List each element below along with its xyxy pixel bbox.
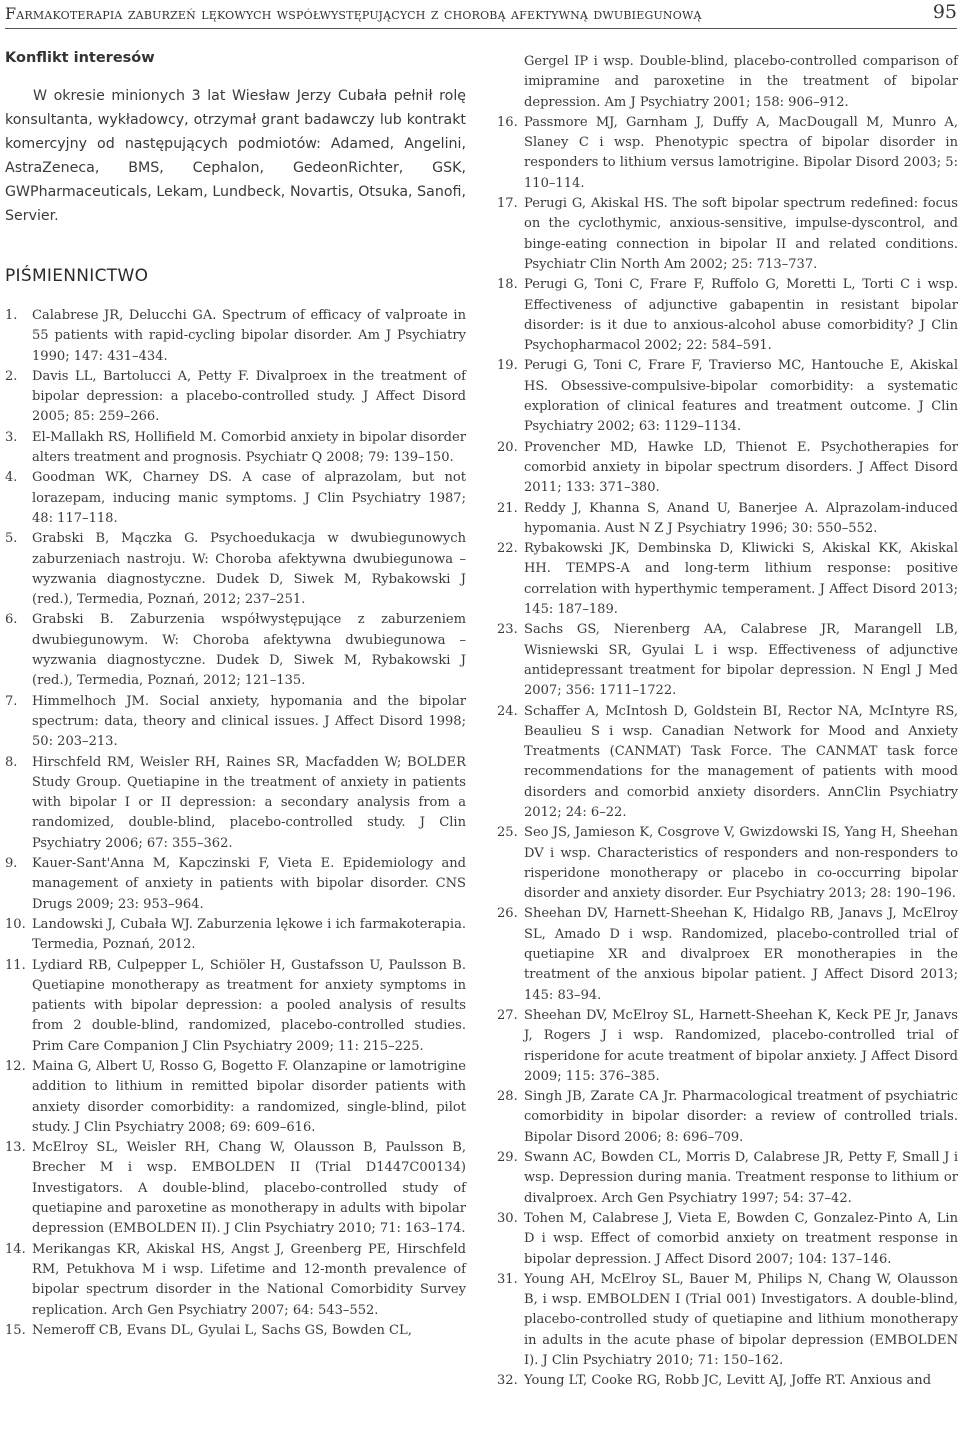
- reference-item: [497, 702, 958, 824]
- reference-number: 5.: [5, 531, 18, 547]
- reference-text: Singh JB, Zarate CA Jr. Pharmacological treatment of psychiatric comorbidity in bipolar disorder: a review of controlled trials. Bipolar Disord 2006; 8: 696–709.: [524, 1089, 958, 1145]
- reference-text: Reddy J, Khanna S, Anand U, Banerjee A. Alprazolam-induced hypomania. Aust N Z J Psychiatry 1996; 30: 550–552.: [524, 500, 958, 536]
- reference-text: Kauer-Sant'Anna M, Kapczinski F, Vieta E. Epidemiology and management of anxiety in patients with bipolar disorder. CNS Drugs 2009; 23: 953–964.: [32, 856, 466, 912]
- reference-item: [5, 367, 466, 428]
- reference-item: [5, 468, 466, 529]
- reference-item: [5, 956, 466, 1057]
- reference-item: [5, 1057, 466, 1138]
- reference-text: Sheehan DV, McElroy SL, Harnett-Sheehan K, Keck PE Jr, Janavs J, Rogers J i wsp. Randomized, placebo-controlled trial of risperidone for acute treatment of bipolar anxiety. J Affect Disord 2009; 115: 376–385.: [524, 1007, 958, 1084]
- reference-number: 17.: [497, 196, 518, 212]
- reference-number: 4.: [5, 470, 18, 486]
- reference-text: Swann AC, Bowden CL, Morris D, Calabrese JR, Petty F, Small J i wsp. Depression during mania. Treatment response to lithium or divalproex. Arch Gen Psychiatry 1997; 54: 37–42.: [524, 1150, 958, 1206]
- reference-text: Schaffer A, McIntosh D, Goldstein BI, Rector NA, McIntyre RS, Beaulieu S i wsp. Canadian Network for Mood and Anxiety Treatments (CANMAT) Task Force. The CANMAT task force recommendations for the management of patients with mood disorders and comorbid anxiety disorders. AnnClin Psychiatry 2012; 24: 6–22.: [524, 703, 958, 820]
- reference-text: Perugi G, Akiskal HS. The soft bipolar spectrum redefined: focus on the cyclothymic, anxious-sensitive, impulse-dyscontrol, and binge-eating connection in bipolar II and related conditions. Psychiatr Clin North Am 2002; 25: 713–737.: [524, 196, 958, 272]
- reference-item: [497, 904, 958, 1005]
- reference-text: Maina G, Albert U, Rosso G, Bogetto F. Olanzapine or lamotrigine addition to lithium in remitted bipolar disorder patients with anxiety disorder comorbidity: a randomized, single-blind, pilot study. J Clin Psychiatry 2008; 69: 609–616.: [32, 1058, 466, 1135]
- reference-number: 30.: [497, 1210, 518, 1226]
- reference-item: [497, 1087, 958, 1148]
- reference-item: [497, 1270, 958, 1371]
- reference-number: 3.: [5, 429, 18, 445]
- reference-item: [5, 854, 466, 915]
- reference-number: 14.: [5, 1241, 26, 1257]
- references-list-right: [497, 113, 958, 1392]
- reference-item: [5, 610, 466, 691]
- reference-item: [5, 915, 466, 956]
- reference-number: 29.: [497, 1150, 518, 1166]
- reference-item: [497, 1371, 958, 1391]
- reference-item: [5, 1321, 466, 1341]
- reference-text: Goodman WK, Charney DS. A case of alprazolam, but not lorazepam, inducing manic symptoms. J Clin Psychiatry 1987; 48: 117–118.: [32, 470, 466, 526]
- reference-text: Lydiard RB, Culpepper L, Schiöler H, Gustafsson U, Paulsson B. Quetiapine monotherapy as treatment for anxiety symptoms in patients with bipolar depression: a pooled analysis of results from 2 double-blind, randomized, placebo-controlled studies. Prim Care Companion J Clin Psychiatry 2009; 11: 215–225.: [32, 957, 466, 1054]
- reference-item: [5, 428, 466, 469]
- reference-text: Rybakowski JK, Dembinska D, Kliwicki S, Akiskal KK, Akiskal HH. TEMPS-A and long-term lithium response: positive correlation with hyperthymic temperament. J Affect Disord 2013; 145: 187–189.: [524, 541, 958, 618]
- reference-item: [5, 1138, 466, 1239]
- reference-number: 26.: [497, 906, 518, 922]
- reference-number: 27.: [497, 1007, 518, 1023]
- reference-number: 18.: [497, 277, 518, 293]
- reference-number: 12.: [5, 1058, 26, 1074]
- reference-item: [497, 356, 958, 437]
- reference-item: [497, 1006, 958, 1087]
- reference-text: Himmelhoch JM. Social anxiety, hypomania and the bipolar spectrum: data, theory and clinical issues. J Affect Disord 1998; 50: 203–213.: [32, 693, 466, 750]
- reference-number: 6.: [5, 612, 18, 628]
- reference-item: [497, 1148, 958, 1209]
- left-column: [5, 50, 466, 1341]
- reference-item: [497, 823, 958, 904]
- running-title: Farmakoterapia zaburzeń lękowych współwystępujących z chorobą afektywną dwubiegunową: [5, 4, 702, 23]
- references-heading: PIŚMIENNICTWO: [5, 266, 149, 286]
- reference-item: [497, 275, 958, 356]
- reference-number: 23.: [497, 622, 518, 638]
- reference-text: El-Mallakh RS, Hollifield M. Comorbid anxiety in bipolar disorder alters treatment and prognosis. Psychiatr Q 2008; 79: 139–150.: [32, 429, 466, 466]
- reference-text: McElroy SL, Weisler RH, Chang W, Olausson B, Paulsson B, Brecher M i wsp. EMBOLDEN II (Trial D1447C00134) Investigators. A double-blind, placebo-controlled study of quetiapine and paroxetine as monotherapy in adults with bipolar depression (EMBOLDEN II). J Clin Psychiatry 2010; 71: 163–174.: [32, 1140, 466, 1237]
- reference-text: Landowski J, Cubała WJ. Zaburzenia lękowe i ich farmakoterapia. Termedia, Poznań, 2012.: [32, 916, 466, 953]
- reference-text: Perugi G, Toni C, Frare F, Ruffolo G, Moretti L, Torti C i wsp. Effectiveness of adjunctive gabapentin in resistant bipolar disorder: is it due to anxious-alcohol abuse comorbidity? J Clin Psychopharmacol 2002; 22: 584–591.: [524, 277, 958, 354]
- reference-item: [497, 620, 958, 701]
- reference-text: Calabrese JR, Delucchi GA. Spectrum of efficacy of valproate in 55 patients with rapid-cycling bipolar disorder. Am J Psychiatry 1990; 147: 431–434.: [32, 308, 466, 364]
- right-column: [497, 52, 958, 1392]
- reference-text: Perugi G, Toni C, Frare F, Travierso MC, Hantouche E, Akiskal HS. Obsessive-compulsive-bipolar comorbidity: a systematic exploration of clinical features and treatment outcome. J Clin Psychiatry 2002; 63: 1129–1134.: [524, 358, 958, 435]
- reference-item: [5, 306, 466, 367]
- reference-text: Hirschfeld RM, Weisler RH, Raines SR, Macfadden W; BOLDER Study Group. Quetiapine in the treatment of anxiety in patients with bipolar I or II depression: a secondary analysis from a randomized, double-blind, placebo-controlled study. J Clin Psychiatry 2006; 67: 355–362.: [32, 754, 466, 851]
- reference-number: 22.: [497, 541, 518, 557]
- page-number: 95: [932, 1, 957, 23]
- reference-continuation: Gergel IP i wsp. Double-blind, placebo-controlled comparison of imipramine and paroxetine in the treatment of bipolar depression. Am J Psychiatry 2001; 158: 906–912.: [524, 54, 958, 110]
- reference-number: 2.: [5, 368, 18, 384]
- reference-text: Provencher MD, Hawke LD, Thienot E. Psychotherapies for comorbid anxiety in bipolar spectrum disorders. J Affect Disord 2011; 133: 371–380.: [524, 439, 958, 496]
- reference-number: 10.: [5, 916, 26, 932]
- reference-number: 7.: [5, 693, 18, 709]
- reference-item: [497, 1209, 958, 1270]
- reference-number: 15.: [5, 1322, 26, 1338]
- reference-text: Merikangas KR, Akiskal HS, Angst J, Greenberg PE, Hirschfeld RM, Petukhova M i wsp. Lifetime and 12-month prevalence of bipolar spectrum disorder in the National Comorbidity Survey replication. Arch Gen Psychiatry 2007; 64: 543–552.: [32, 1241, 466, 1318]
- reference-item: [497, 438, 958, 499]
- reference-number: 19.: [497, 358, 518, 374]
- reference-text: Grabski B. Zaburzenia współwystępujące z zaburzeniem dwubiegunowym. W: Choroba afektywna dwubiegunowa – wyzwania diagnostyczne. Dudek D, Siwek M, Rybakowski J (red.), Termedia, Poznań, 2012; 121–135.: [32, 612, 466, 689]
- reference-item: [497, 113, 958, 194]
- reference-number: 28.: [497, 1089, 518, 1105]
- reference-text: Davis LL, Bartolucci A, Petty F. Divalproex in the treatment of bipolar depression: a placebo-controlled study. J Affect Disord 2005; 85: 259–266.: [32, 368, 466, 425]
- reference-number: 31.: [497, 1271, 518, 1287]
- reference-text: Grabski B, Mączka G. Psychoedukacja w dwubiegunowych zaburzeniach nastroju. W: Choroba afektywna dwubiegunowa – wyzwania diagnostyczne. Dudek D, Siwek M, Rybakowski J (red.), Termedia, Poznań, 2012; 237–251.: [32, 531, 466, 608]
- reference-number: 24.: [497, 703, 518, 719]
- reference-item: [497, 539, 958, 620]
- reference-number: 25.: [497, 825, 518, 841]
- reference-number: 21.: [497, 500, 518, 516]
- reference-text: Sachs GS, Nierenberg AA, Calabrese JR, Marangell LB, Wisniewski SR, Gyulai L i wsp. Effectiveness of adjunctive antidepressant treatment for bipolar depression. N Engl J Med 2007; 356: 1711–1722.: [524, 622, 958, 699]
- reference-number: 8.: [5, 754, 18, 770]
- reference-text: Young LT, Cooke RG, Robb JC, Levitt AJ, Joffe RT. Anxious and: [524, 1373, 932, 1389]
- reference-text: Young AH, McElroy SL, Bauer M, Philips N, Chang W, Olausson B, i wsp. EMBOLDEN I (Trial 001) Investigators. A double-blind, placebo-controlled study of quetiapine and lithium monotherapy in adults in the acute phase of bipolar depression (EMBOLDEN I). J Clin Psychiatry 2010; 71: 150–162.: [524, 1271, 958, 1368]
- reference-number: 32.: [497, 1373, 518, 1389]
- reference-number: 13.: [5, 1140, 26, 1156]
- reference-item: [5, 529, 466, 610]
- reference-item: [497, 194, 958, 275]
- reference-number: 11.: [5, 957, 26, 973]
- conflict-heading: Konflikt interesów: [5, 50, 155, 66]
- reference-text: Passmore MJ, Garnham J, Duffy A, MacDougall M, Munro A, Slaney C i wsp. Phenotypic spectra of bipolar disorder in responders to lithium versus lamotrigine. Bipolar Disord 2003; 5: 110–114.: [524, 114, 958, 191]
- reference-text: Seo JS, Jamieson K, Cosgrove V, Gwizdowski IS, Yang H, Sheehan DV i wsp. Characteristics of responders and non-responders to risperidone monotherapy or placebo in co-occurring bipolar disorder and anxiety disorder. Eur Psychiatry 2013; 28: 190–196.: [524, 825, 958, 902]
- conflict-paragraph: W okresie minionych 3 lat Wiesław Jerzy Cubała pełnił rolę konsultanta, wykładowcy, otrzymał grant badawczy lub kontrakt komercyjny od następujących podmiotów: Adamed, Angelini, AstraZeneca, BMS, Cephalon, GedeonRichter, GSK, GWPharmaceuticals, Lekam, Lundbeck, Novartis, Otsuka, Sanofi, Servier.: [5, 88, 466, 224]
- references-list-left: [5, 306, 466, 1341]
- reference-number: 16.: [497, 114, 518, 130]
- reference-number: 20.: [497, 439, 518, 455]
- running-header: [5, 0, 957, 29]
- reference-text: Tohen M, Calabrese J, Vieta E, Bowden C, Gonzalez-Pinto A, Lin D i wsp. Effect of comorbid anxiety on treatment response in bipolar depression. J Affect Disord 2007; 104: 137–146.: [524, 1210, 958, 1267]
- reference-number: 1.: [5, 308, 18, 323]
- reference-item: [5, 1240, 466, 1321]
- reference-text: Nemeroff CB, Evans DL, Gyulai L, Sachs GS, Bowden CL,: [32, 1322, 412, 1338]
- reference-number: 9.: [5, 856, 18, 872]
- reference-text: Sheehan DV, Harnett-Sheehan K, Hidalgo RB, Janavs J, McElroy SL, Amado D i wsp. Randomized, placebo-controlled trial of quetiapine XR and divalproex ER monotherapies in the treatment of the anxious bipolar patient. J Affect Disord 2013; 145: 83–94.: [524, 906, 958, 1003]
- reference-item: [497, 499, 958, 540]
- reference-item: [5, 692, 466, 753]
- reference-item: [5, 753, 466, 854]
